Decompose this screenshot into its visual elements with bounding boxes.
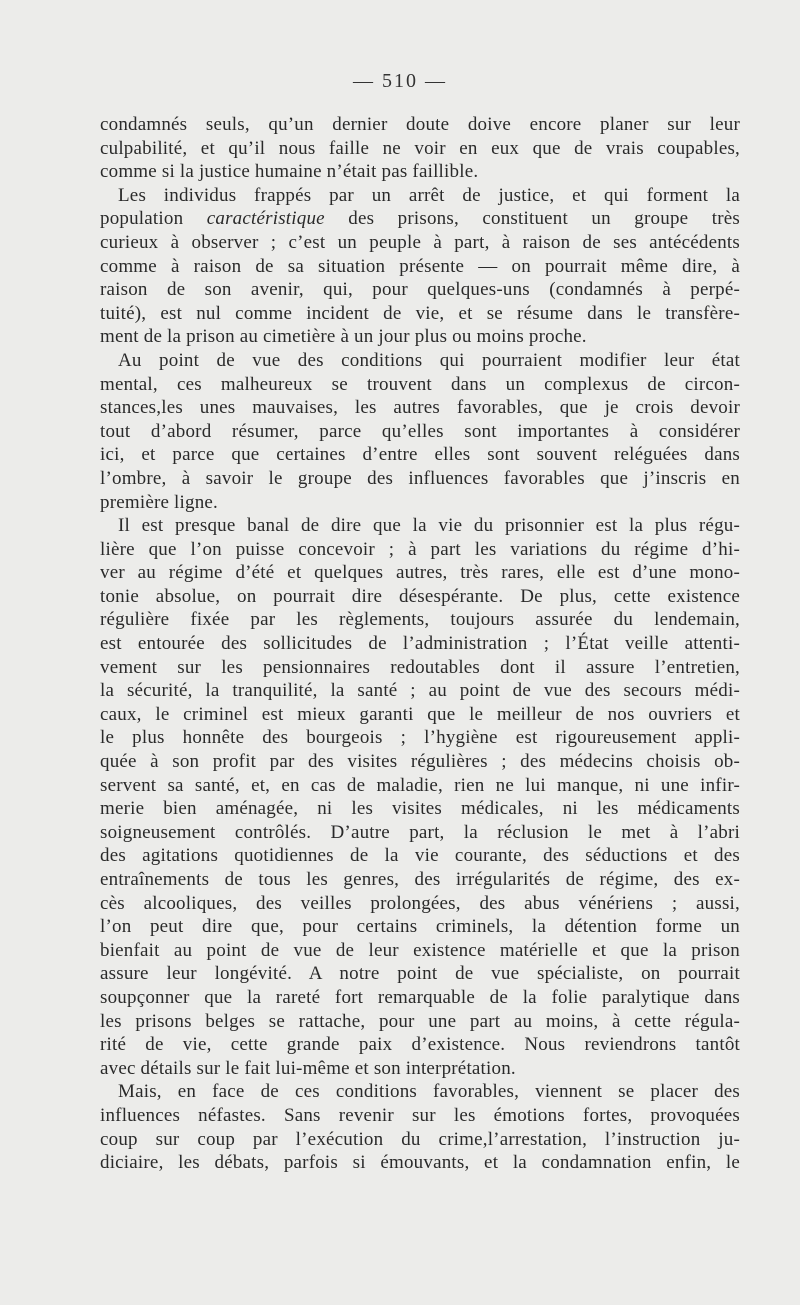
text-line: diciaire, les débats, parfois si émouvants, et la condamnation enfin, le [100, 1152, 740, 1174]
text-line: Les individus frappés par un arrêt de justice, et qui forment la [118, 184, 740, 206]
text-line: condamnés seuls, qu’un dernier doute doive encore planer sur leur [100, 114, 740, 135]
text-line: soigneusement contrôlés. D’autre part, la réclusion le met à l’abri [100, 821, 740, 843]
text-line: comme à raison de sa situation présente — on pourrait même dire, à [100, 255, 740, 277]
text-line: entraînements de tous les genres, des irrégularités de régime, des ex- [100, 869, 740, 890]
text-line: influences néfastes. Sans revenir sur les émotions fortes, provoquées [100, 1104, 740, 1126]
text-line [100, 207, 740, 231]
text-line: tonie absolue, on pourrait dire désespérante. De plus, cette existence [100, 585, 740, 607]
text-line: Au point de vue des conditions qui pourraient modifier leur état [118, 349, 740, 371]
text-line: coup sur coup par l’exécution du crime,l’arrestation, l’instruction ju- [100, 1128, 740, 1150]
text-line: raison de son avenir, qui, pour quelques-uns (condamnés à perpé- [100, 279, 740, 301]
text-line: des agitations quotidiennes de la vie courante, des séductions et des [100, 845, 740, 867]
text-line: vement sur les pensionnaires redoutables dont il assure l’entretien, [100, 656, 740, 678]
text-line: le plus honnête des bourgeois ; l’hygiène est rigoureusement appli- [100, 727, 740, 749]
text-line: est entourée des sollicitudes de l’administration ; l’État veille attenti- [100, 633, 740, 655]
page-body-text [100, 113, 740, 1175]
text-line: régulière fixée par les règlements, toujours assurée du lendemain, [100, 609, 740, 631]
text-line: la sécurité, la tranquilité, la santé ; au point de vue des secours médi- [100, 680, 740, 702]
text-line: servent sa santé, et, en cas de maladie, rien ne lui manque, ni une infir- [100, 774, 740, 796]
text-line: assure leur longévité. A notre point de vue spécialiste, on pourrait [100, 963, 740, 985]
text-line: quée à son profit par des visites régulières ; des médecins choisis ob- [100, 751, 740, 773]
text-line: curieux à observer ; c’est un peuple à part, à raison de ses antécédents [100, 231, 740, 253]
text-line: Il est presque banal de dire que la vie du prisonnier est la plus régu- [118, 515, 740, 537]
text-line: Mais, en face de ces conditions favorables, viennent se placer des [118, 1081, 740, 1103]
text-line: ver au régime d’été et quelques autres, très rares, elle est d’une mono- [100, 562, 740, 584]
text-line: bienfait au point de vue de leur existence matérielle et que la prison [100, 939, 740, 961]
text-line: l’on peut dire que, pour certains criminels, la détention forme un [100, 916, 740, 938]
text-line: mental, ces malheureux se trouvent dans un complexus de circon- [100, 373, 740, 395]
text-line: les prisons belges se rattache, pour une part au moins, à cette régula- [100, 1010, 740, 1032]
text-line: tout d’abord résumer, parce qu’elles sont importantes à considérer [100, 420, 740, 442]
text-line: culpabilité, et qu’il nous faille ne voir en eux que de vrais coupables, [100, 137, 740, 159]
text-line: caux, le criminel est mieux garanti que le meilleur de nos ouvriers et [100, 703, 740, 725]
text-segment: population [100, 208, 207, 230]
text-line: cès alcooliques, des veilles prolongées, des abus vénériens ; aussi, [100, 892, 740, 914]
emphasized-word: caractéristique [206, 208, 325, 230]
text-line: merie bien aménagée, ni les visites médicales, ni les médicaments [100, 798, 740, 820]
text-line: lière que l’on puisse concevoir ; à part les variations du régime d’hi- [100, 538, 740, 560]
text-line: ment de la prison au cimetière à un jour plus ou moins proche. [100, 326, 587, 348]
text-line: première ligne. [100, 491, 219, 513]
text-segment: des prisons, constituent un groupe très [324, 208, 740, 230]
text-line: ici, et parce que certaines d’entre elles sont souvent reléguées dans [100, 444, 740, 466]
text-line: avec détails sur le fait lui-même et son interprétation. [100, 1057, 516, 1079]
text-line: stances,les unes mauvaises, les autres favorables, que je crois devoir [100, 397, 740, 419]
text-line: comme si la justice humaine n’était pas faillible. [100, 161, 479, 183]
text-line: l’ombre, à savoir le groupe des influences favorables que j’inscris en [100, 467, 740, 489]
text-line: rité de vie, cette grande paix d’existence. Nous reviendrons tantôt [100, 1034, 740, 1056]
text-line: tuité), est nul comme incident de vie, et se résume dans le transfère- [100, 302, 740, 324]
text-line: soupçonner que la rareté fort remarquable de la folie paralytique dans [100, 986, 740, 1008]
page-number: — 510 — [353, 70, 447, 92]
